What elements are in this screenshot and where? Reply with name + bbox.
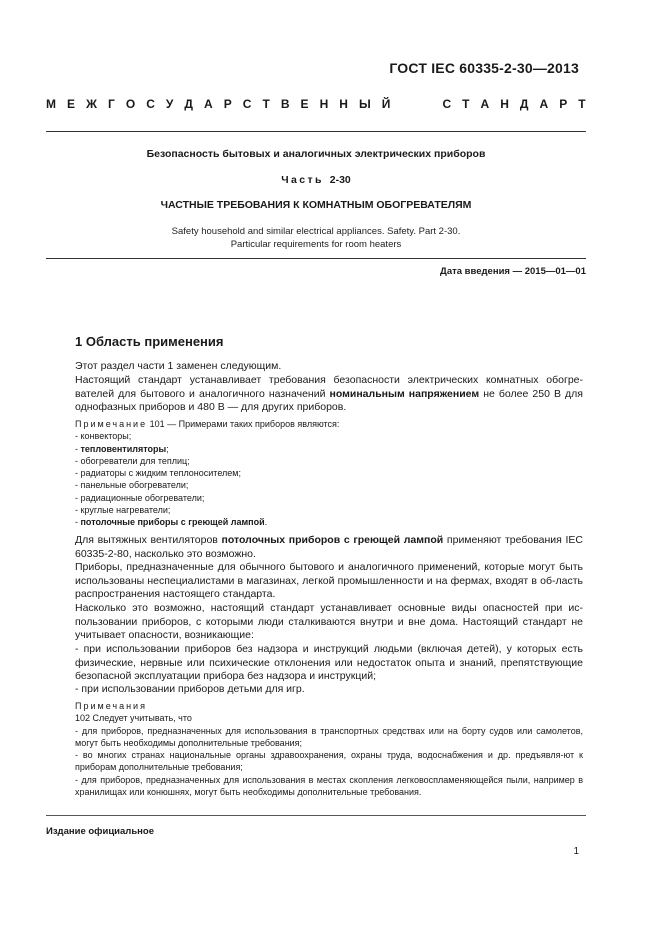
list-item: - при использовании приборов детьми для игр. — [75, 683, 305, 695]
list-item: - тепловентиляторы; — [75, 443, 169, 454]
list-item: - для приборов, предназначенных для использования в транспортных средствах или на борту судов или самолетов, могут быть необходимы дополнительные требования; — [75, 725, 583, 748]
heading-letter: Н — [500, 97, 509, 111]
list-item: - обогреватели для теплиц; — [75, 455, 190, 466]
heading-letter: С — [242, 97, 252, 111]
paragraph: Насколько это возможно, настоящий стандарт устанавливает основные виды опасностей при ис-пользовании приборов, с которыми люди сталкиваются внутри и вне дома. Настоящий стандарт не учитывает опасности, возникающие: — [75, 602, 583, 641]
heading-letter: О — [125, 97, 136, 111]
heading-letter: Й — [381, 97, 391, 111]
heading-letter: Т — [262, 97, 270, 111]
paragraph: Для вытяжных вентиляторов потолочных приборов с греющей лампой применяют требования IEC 60335-2-80, насколько это возможно. — [75, 534, 584, 560]
paragraph: Этот раздел части 1 заменен следующим. — [75, 360, 282, 372]
list-item: - при использовании приборов без надзора и инструкций людьми (включая детей), у которых есть физические, нервные или психические отклонения или недостаток опыта и знаний, препятствующие безопасной эксплуатации прибора без надзора и инструкций; — [75, 643, 583, 682]
heading-letter: Т — [578, 97, 586, 111]
heading-letter: Е — [300, 97, 309, 111]
heading-letter: С — [146, 97, 155, 111]
notes-block: Примечания 102 Следует учитывать, что - для приборов, предназначенных для использования в транспортных средствах или на борту судов или самолетов, могут быть необходимы дополнительные требования; - во многих странах национальные органы здравоохранения, охраны труда, водоснабжения и др. предъявля-ют к приборам дополнительные требования; - для приборов, предназначенных для использования в местах скопления легковоспламеняющейся пыли, например в хранилищах или конюшнях, могут быть необходимы дополнительные требования. — [75, 701, 583, 798]
standard-number: ГОСТ IEC 60335-2-30—2013 — [389, 60, 579, 76]
section-heading: 1 Область применения — [75, 334, 224, 349]
title-divider — [46, 258, 586, 259]
list-item: - конвекторы; — [75, 431, 132, 442]
heading-letter: Н — [319, 97, 329, 111]
heading-letter: Р — [223, 97, 232, 111]
heading-letter: М — [46, 97, 56, 111]
list-item: - во многих странах национальные органы здравоохранения, охраны труда, водоснабжения и др. предъявля-ют к приборам дополнительные требования; — [75, 750, 583, 773]
list-item: - потолочные приборы с греющей лампой. — [75, 517, 268, 528]
interstate-standard-heading — [46, 97, 586, 111]
heading-letter: А — [203, 97, 213, 111]
heading-letter: У — [165, 97, 174, 111]
heading-letter: Д — [519, 97, 529, 111]
header-divider — [46, 131, 586, 132]
heading-letter: Р — [559, 97, 568, 111]
list-item: - радиаторы с жидким теплоносителем; — [75, 468, 241, 479]
heading-letter: Е — [67, 97, 76, 111]
footer-divider — [46, 815, 586, 816]
heading-letter: С — [442, 97, 452, 111]
heading-letter: Д — [184, 97, 193, 111]
list-item: - радиационные обогреватели; — [75, 492, 205, 503]
english-title: Safety household and similar electrical appliances. Safety. Part 2-30. Particular requirements for room heaters — [171, 226, 461, 250]
note-101: Примечание 101 — Примерами таких приборов являются: - конвекторы; - тепловентиляторы; - обогреватели для теплиц; - радиаторы с жидким теплоносителем; - панельные обогреватели; - радиационные обогреватели; - круглые нагреватели; - потолочные приборы с греющей лампой. — [75, 418, 583, 529]
examples-list — [75, 430, 583, 528]
heading-letter: А — [480, 97, 490, 111]
edition-label: Издание официальное — [46, 826, 154, 837]
heading-letter: А — [539, 97, 549, 111]
page-number: 1 — [573, 846, 579, 857]
introduction-date: Дата введения — 2015—01—01 — [440, 266, 586, 277]
heading-letter: Ы — [358, 97, 371, 111]
special-requirements-title: ЧАСТНЫЕ ТРЕБОВАНИЯ К КОМНАТНЫМ ОБОГРЕВАТЕЛЯМ — [160, 199, 472, 211]
heading-letter: Ж — [86, 97, 97, 111]
document-title: Безопасность бытовых и аналогичных электрических приборов — [146, 148, 486, 160]
paragraph: Приборы, предназначенные для обычного бытового и аналогичного применений, которые могут быть использованы неспециалистами в магазинах, легкой промышленности и на фермах, входят в об-ласть распространения настоящего стандарта. — [75, 561, 583, 600]
list-item: - панельные обогреватели; — [75, 480, 189, 491]
heading-letter: Т — [462, 97, 470, 111]
list-item: - круглые нагреватели; — [75, 505, 171, 516]
word-gap — [401, 97, 431, 111]
list-item: - для приборов, предназначенных для использования в местах скопления легковоспламеняющейся пыли, например в хранилищах или конюшнях, могут быть необходимы дополнительные требования. — [75, 774, 583, 798]
heading-letter: Н — [339, 97, 348, 111]
paragraph: Настоящий стандарт устанавливает требования безопасности электрических комнатных обогре-вателей для бытового и аналогичного назначений номинальным напряжением не более 250 В для однофазных приборов и 480 В — для других приборов. — [75, 374, 583, 413]
heading-letter: В — [280, 97, 290, 111]
part-label: Часть 2-30 — [281, 174, 351, 186]
heading-letter: Г — [107, 97, 115, 111]
